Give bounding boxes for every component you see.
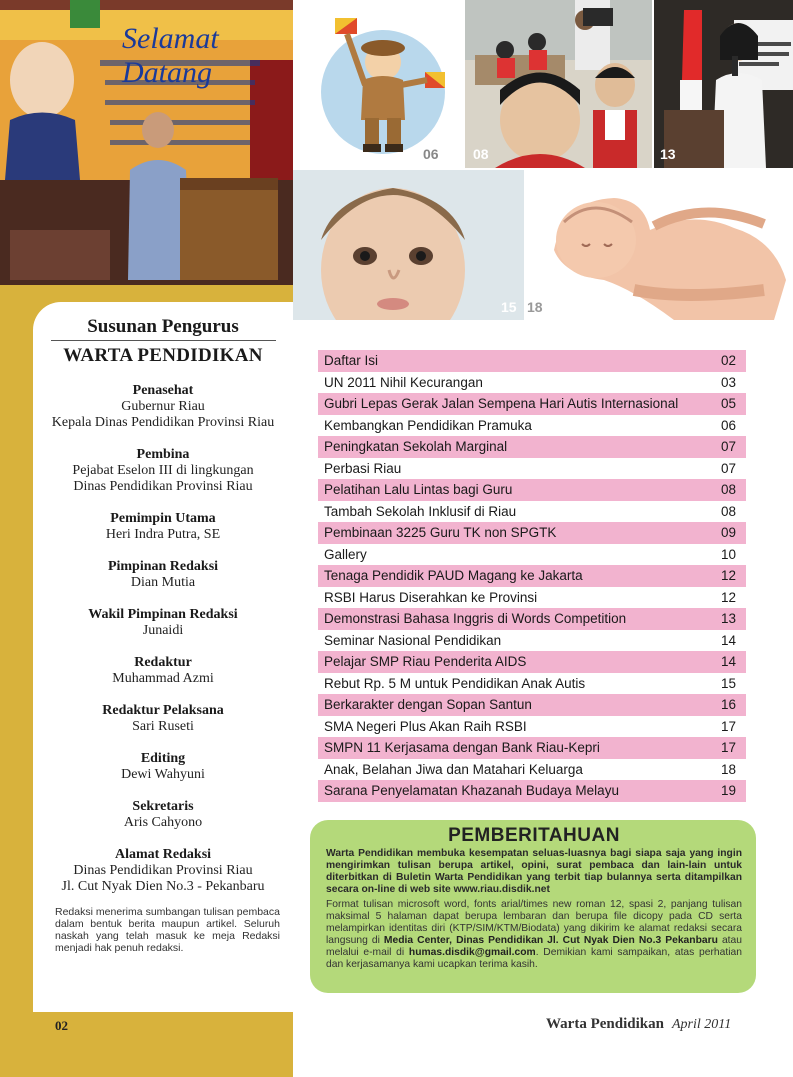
- redaksi-address: Media Center, Dinas Pendidikan Jl. Cut Nyak Dien No.3 Pekanbaru: [383, 935, 718, 946]
- toc-entry[interactable]: [318, 501, 746, 523]
- role-name: Muhammad Azmi: [112, 671, 214, 686]
- toc-page: 14: [720, 654, 736, 670]
- toc-page: 19: [720, 783, 736, 799]
- toc-entry[interactable]: [318, 522, 746, 544]
- toc-page: 12: [720, 589, 736, 605]
- toc-page: 08: [720, 482, 736, 498]
- toc-title: Pelatihan Lalu Lintas bagi Guru: [324, 482, 513, 498]
- role-title: Penasehat: [132, 383, 194, 398]
- role-title: Alamat Redaksi: [114, 847, 212, 862]
- toc-page: 03: [720, 374, 736, 390]
- body-text: . Demikian kami sampaikan, atas perhatian dan kerjasamanya kami ucapkan terima kasih.: [326, 947, 742, 970]
- toc-title: Gubri Lepas Gerak Jalan Sempena Hari Autis Internasional: [324, 396, 679, 412]
- photo-number-08: 08: [473, 146, 489, 162]
- toc-entry[interactable]: [318, 479, 746, 501]
- role-alamat-redaksi: [33, 847, 293, 895]
- toc-page: 10: [720, 546, 736, 562]
- banner-text: Selamat Datang: [122, 22, 219, 89]
- toc-entry[interactable]: [318, 694, 746, 716]
- role-name: Jl. Cut Nyak Dien No.3 - Pekanbaru: [61, 879, 265, 894]
- toc-page: 17: [720, 740, 736, 756]
- table-of-contents: [318, 350, 746, 802]
- toc-page: 18: [720, 761, 736, 777]
- role-redaktur: [33, 655, 293, 687]
- toc-entry[interactable]: [318, 436, 746, 458]
- toc-page: 06: [720, 417, 736, 433]
- heading-rule: [51, 340, 276, 341]
- toc-page: 08: [720, 503, 736, 519]
- role-pemimpin-utama: [33, 511, 293, 543]
- toc-page: 17: [720, 718, 736, 734]
- child-face-photo: [293, 170, 524, 320]
- announcement-box: [310, 820, 756, 993]
- toc-title: Seminar Nasional Pendidikan: [324, 632, 502, 648]
- toc-title: Daftar Isi: [324, 353, 379, 369]
- role-editing: [33, 751, 293, 783]
- toc-title: Perbasi Riau: [324, 460, 402, 476]
- body-text: atau melalui e-mail di: [326, 935, 742, 958]
- staff-heading: Susunan Pengurus: [87, 316, 239, 337]
- toc-title: Berkarakter dengan Sopan Santun: [324, 697, 532, 713]
- toc-title: SMPN 11 Kerjasama dengan Bank Riau-Kepri: [324, 740, 600, 756]
- toc-entry[interactable]: [318, 458, 746, 480]
- role-title: Editing: [140, 751, 186, 766]
- toc-entry[interactable]: [318, 544, 746, 566]
- role-title: Sekretaris: [132, 799, 194, 814]
- role-name: Pejabat Eselon III di lingkungan: [72, 463, 254, 478]
- contact-email[interactable]: humas.disdik@gmail.com: [408, 947, 536, 958]
- photo-number-13: 13: [660, 146, 676, 162]
- role-name: Aris Cahyono: [123, 815, 203, 830]
- baby-photo: [524, 170, 793, 320]
- role-wakil-pimpinan-redaksi: [33, 607, 293, 639]
- toc-entry[interactable]: [318, 673, 746, 695]
- role-name: Dian Mutia: [130, 575, 196, 590]
- role-name: Junaidi: [142, 623, 184, 638]
- toc-page: 07: [720, 439, 736, 455]
- role-pimpinan-redaksi: [33, 559, 293, 591]
- issue-date: April 2011: [671, 1017, 732, 1032]
- scout-illustration-photo: [295, 0, 463, 168]
- role-redaktur-pelaksana: [33, 703, 293, 735]
- toc-title: Anak, Belahan Jiwa dan Matahari Keluarga: [324, 761, 583, 777]
- magazine-name: WARTA PENDIDIKAN: [63, 345, 263, 366]
- page-number: 02: [55, 1018, 68, 1033]
- announcement-lead: Warta Pendidikan membuka kesempatan seluas-luasnya bagi siapa saja yang ingin mengirimkan tulisan berupa artikel, opini, surat pembaca dan lain-lain untuk diterbitkan di Buletin Warta Pendidikan yang terbit tiap bulannya serta ditampilkan secara on-line di web site www.riau.disdik.net: [326, 848, 742, 895]
- role-title: Pembina: [136, 447, 190, 462]
- cover-photo-speaker: [0, 0, 293, 285]
- toc-title: RSBI Harus Diserahkan ke Provinsi: [324, 589, 538, 605]
- toc-title: Sarana Penyelamatan Khazanah Budaya Melayu: [324, 783, 619, 799]
- toc-entry[interactable]: [318, 587, 746, 609]
- toc-title: UN 2011 Nihil Kecurangan: [324, 374, 483, 390]
- toc-entry[interactable]: [318, 716, 746, 738]
- toc-page: 15: [720, 675, 736, 691]
- toc-page: 13: [720, 611, 736, 627]
- toc-page: 07: [720, 460, 736, 476]
- toc-title: Kembangkan Pendidikan Pramuka: [324, 417, 532, 433]
- role-name: Kepala Dinas Pendidikan Provinsi Riau: [51, 415, 275, 430]
- role-name: Sari Ruseti: [132, 719, 194, 734]
- role-title: Pemimpin Utama: [110, 511, 216, 526]
- toc-page: 16: [720, 697, 736, 713]
- toc-entry[interactable]: [318, 630, 746, 652]
- announcement-body: [326, 899, 742, 971]
- toc-entry[interactable]: [318, 737, 746, 759]
- role-title: Redaktur: [134, 655, 192, 670]
- toc-title: Tenaga Pendidik PAUD Magang ke Jakarta: [324, 568, 583, 584]
- toc-title: Pembinaan 3225 Guru TK non SPGTK: [324, 525, 557, 541]
- publication-name: Warta Pendidikan: [546, 1016, 664, 1032]
- toc-entry[interactable]: [318, 608, 746, 630]
- toc-entry[interactable]: [318, 651, 746, 673]
- toc-entry[interactable]: [318, 565, 746, 587]
- toc-title: Tambah Sekolah Inklusif di Riau: [324, 503, 517, 519]
- toc-title: Gallery: [324, 546, 367, 562]
- toc-entry[interactable]: [318, 393, 746, 415]
- role-name: Dinas Pendidikan Provinsi Riau: [73, 479, 253, 494]
- role-pembina: [33, 447, 293, 495]
- toc-page: 12: [720, 568, 736, 584]
- toc-title: Demonstrasi Bahasa Inggris di Words Competition: [324, 611, 627, 627]
- toc-title: Rebut Rp. 5 M untuk Pendidikan Anak Autis: [324, 675, 586, 691]
- role-sekretaris: [33, 799, 293, 831]
- role-title: Pimpinan Redaksi: [107, 559, 219, 574]
- classroom-photo: [465, 0, 652, 168]
- footer: [546, 1016, 731, 1033]
- toc-entry[interactable]: [318, 780, 746, 802]
- role-name: Gubernur Riau: [121, 399, 205, 414]
- toc-page: 05: [720, 396, 736, 412]
- speech-contest-photo: [654, 0, 793, 168]
- toc-title: Peningkatan Sekolah Marginal: [324, 439, 508, 455]
- announcement-title: PEMBERITAHUAN: [448, 825, 620, 846]
- toc-title: SMA Negeri Plus Akan Raih RSBI: [324, 718, 527, 734]
- toc-entry[interactable]: [318, 759, 746, 781]
- staff-column: [0, 285, 293, 1077]
- role-title: Redaktur Pelaksana: [102, 703, 224, 718]
- photo-number-18: 18: [527, 299, 543, 315]
- toc-page: 09: [720, 525, 736, 541]
- role-penasehat: [33, 383, 293, 431]
- toc-entry[interactable]: [318, 415, 746, 437]
- toc-title: Pelajar SMP Riau Penderita AIDS: [324, 654, 527, 670]
- toc-page: 14: [720, 632, 736, 648]
- body-text: Format tulisan microsoft word, fonts arial/times new roman 12, spasi 2, panjang tulisan maksimal 5 halaman dapat berupa lembaran dan berupa file dicopy pada CD serta melampirkan identitas diri (KTP/SIM/KTM/Biodata) yang dikirim ke alamat redaksi secara langsung di: [326, 899, 742, 946]
- role-title: Wakil Pimpinan Redaksi: [88, 607, 238, 622]
- role-name: Dinas Pendidikan Provinsi Riau: [73, 863, 253, 878]
- role-name: Dewi Wahyuni: [121, 767, 205, 782]
- editorial-note: Redaksi menerima sumbangan tulisan pembaca dalam bentuk berita maupun artikel. Seluruh naskah yang telah masuk ke meja Redaksi menjadi hak penuh redaksi.: [55, 906, 280, 954]
- role-name: Heri Indra Putra, SE: [105, 527, 221, 542]
- photo-number-15: 15: [501, 299, 517, 315]
- photo-number-06: 06: [423, 146, 439, 162]
- toc-page: 02: [720, 353, 736, 369]
- toc-entry[interactable]: [318, 350, 746, 372]
- toc-entry[interactable]: [318, 372, 746, 394]
